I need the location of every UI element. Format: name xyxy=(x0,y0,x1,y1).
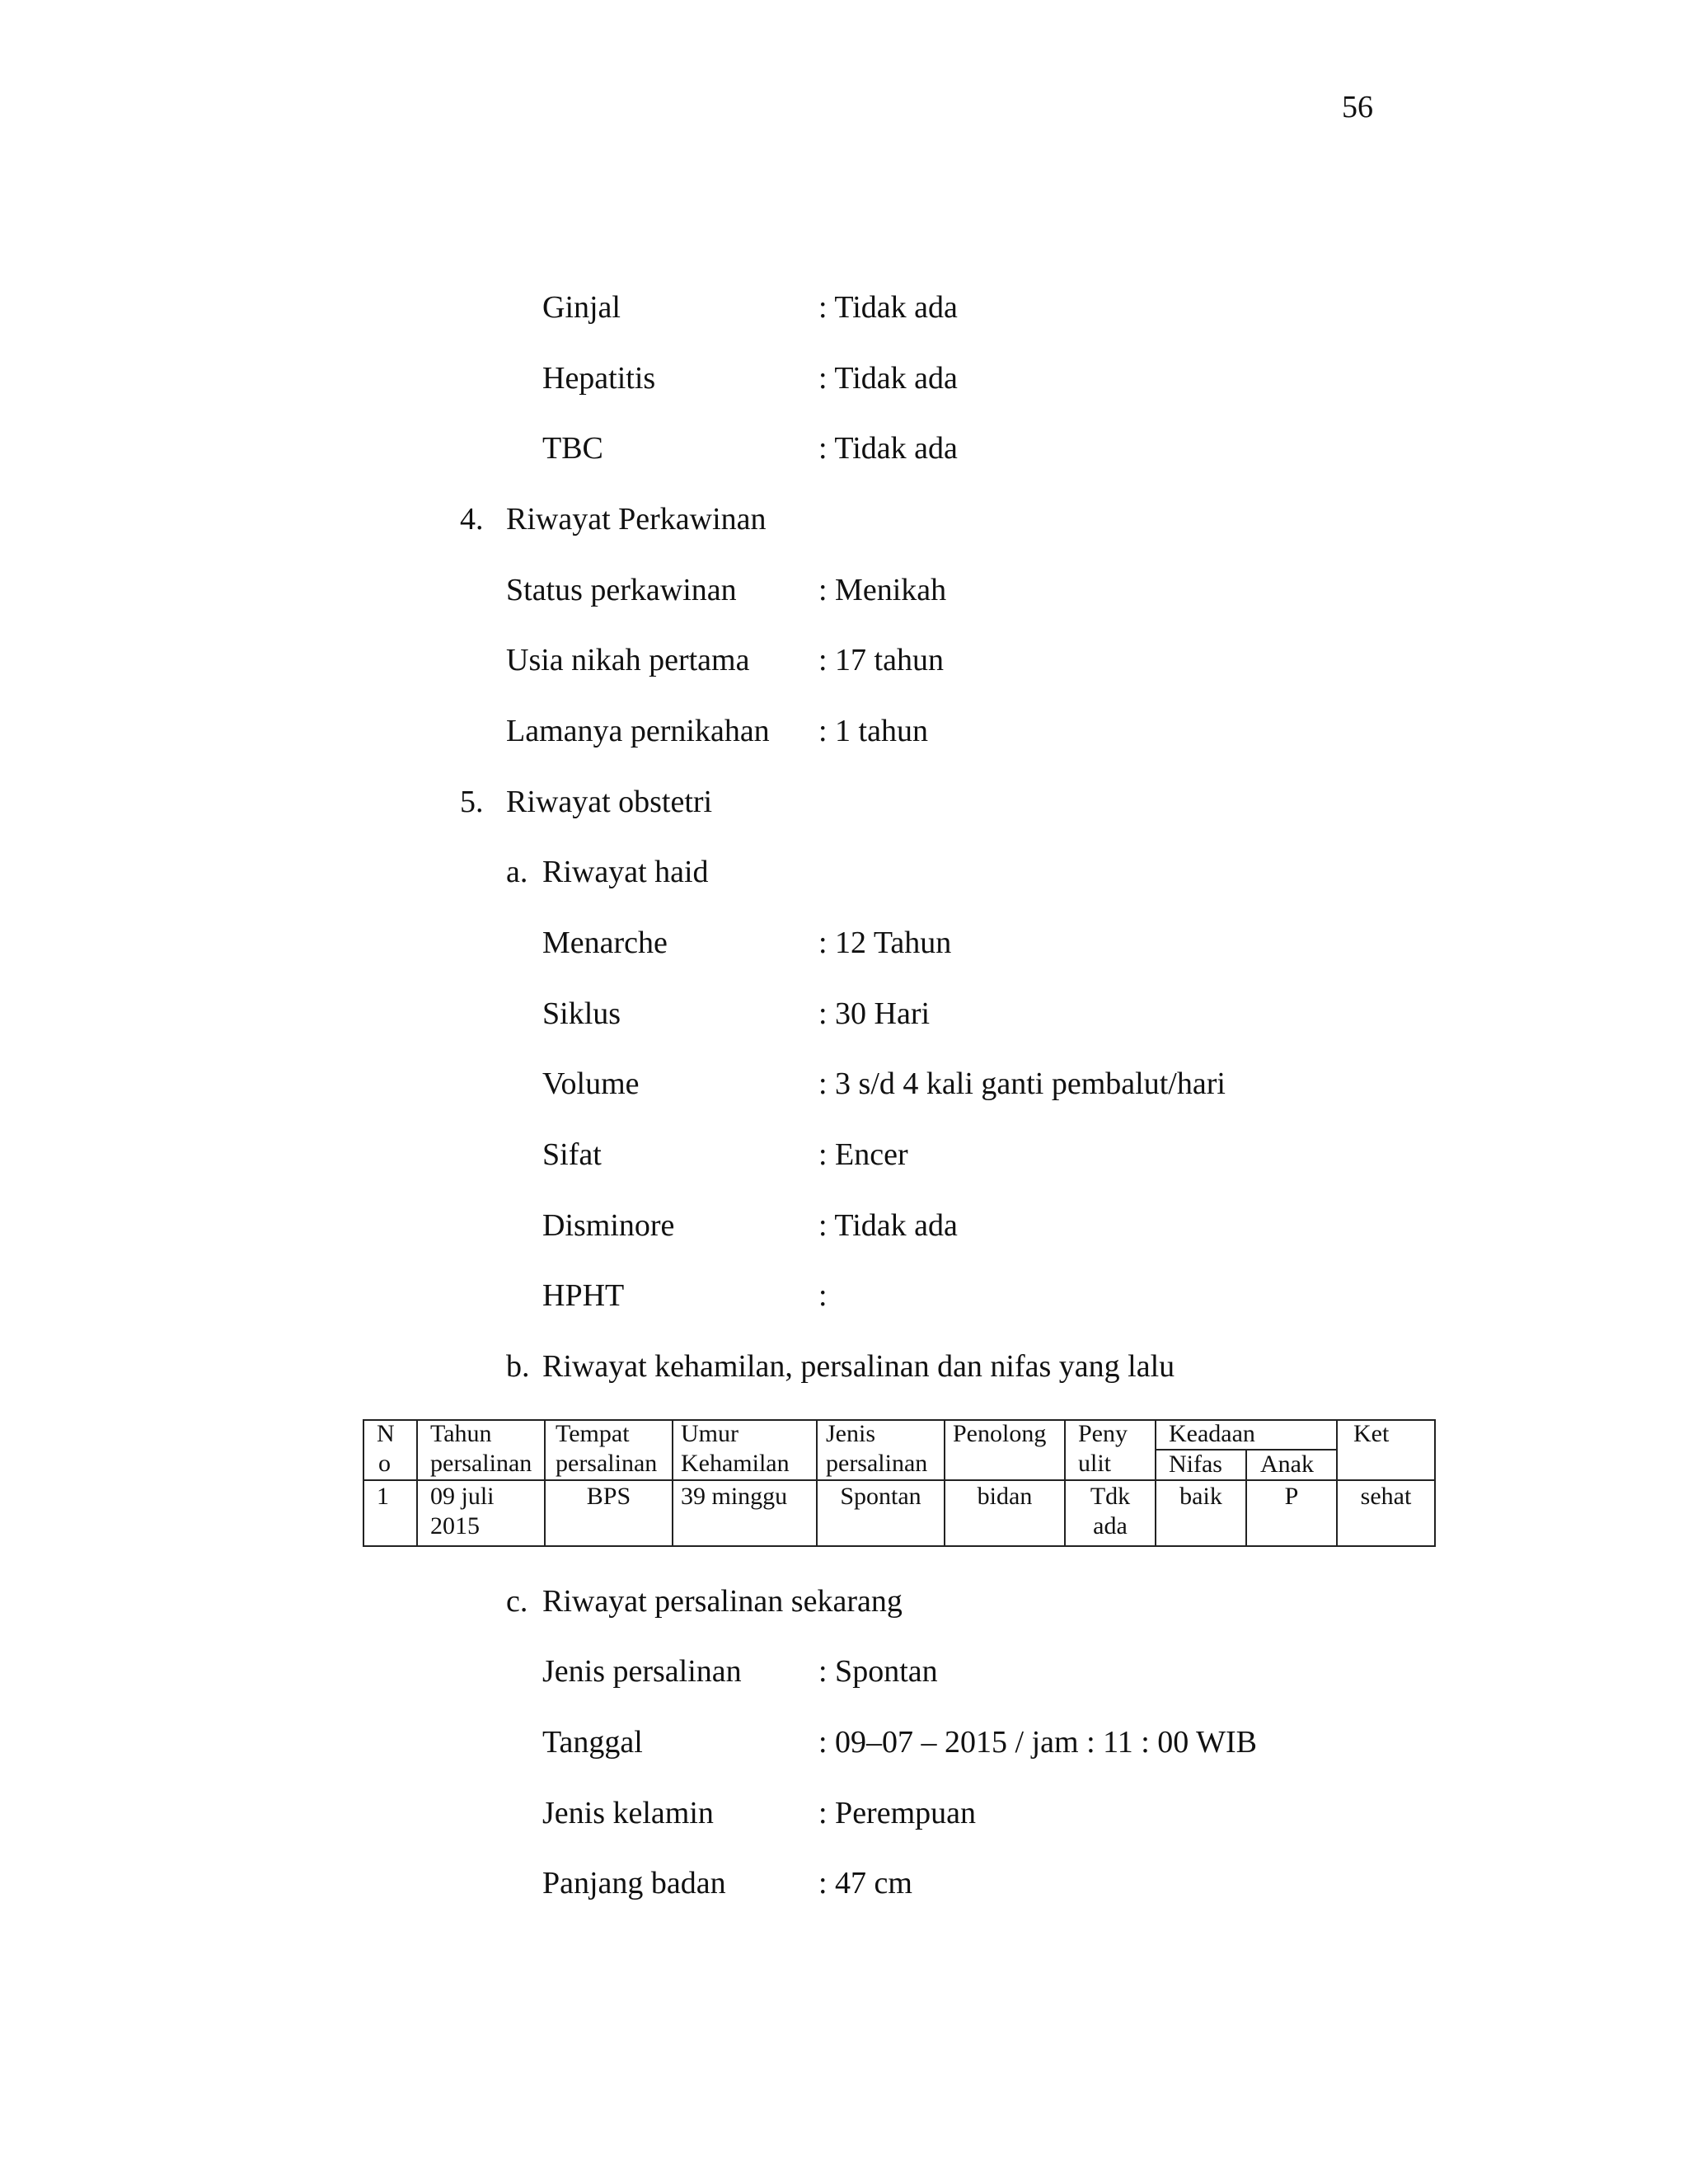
header-tempat-line1: Tempat xyxy=(556,1420,630,1447)
section-title: Riwayat Perkawinan xyxy=(506,502,767,537)
section-number: 5. xyxy=(460,785,484,819)
cell-nifas: baik xyxy=(1179,1483,1222,1510)
cell-no: 1 xyxy=(377,1483,389,1510)
cell-umur: 39 minggu xyxy=(681,1483,788,1510)
row-label: Sifat xyxy=(542,1137,602,1172)
row-value: : Menikah xyxy=(818,573,947,607)
header-umur-line2: Kehamilan xyxy=(681,1450,790,1477)
header-jenis-line2: persalinan xyxy=(826,1450,928,1477)
row-label: Volume xyxy=(542,1066,640,1101)
cell-tempat: BPS xyxy=(586,1483,631,1510)
table-row-divider xyxy=(363,1479,1436,1481)
section-number: 4. xyxy=(460,502,484,537)
header-penyulit-line2: ulit xyxy=(1078,1450,1112,1477)
row-value: : 17 tahun xyxy=(818,643,944,677)
row-label: TBC xyxy=(542,431,603,466)
row-label: HPHT xyxy=(542,1278,625,1313)
row-value: : Spontan xyxy=(818,1654,938,1689)
table-col-divider xyxy=(672,1419,673,1547)
row-value: : 12 Tahun xyxy=(818,926,952,960)
subsection-letter: b. xyxy=(506,1349,530,1384)
header-tahun-line1: Tahun xyxy=(430,1420,492,1447)
cell-jenis: Spontan xyxy=(840,1483,921,1510)
cell-penyulit-line1: Tdk xyxy=(1090,1483,1131,1510)
row-value: : 3 s/d 4 kali ganti pembalut/hari xyxy=(818,1066,1226,1101)
header-ket: Ket xyxy=(1353,1420,1390,1447)
table-border xyxy=(1434,1419,1436,1547)
cell-penolong: bidan xyxy=(977,1483,1033,1510)
section-title: Riwayat obstetri xyxy=(506,785,713,819)
row-value: : 09–07 – 2015 / jam : 11 : 00 WIB xyxy=(818,1725,1257,1760)
row-label: Disminore xyxy=(542,1208,675,1243)
row-label: Panjang badan xyxy=(542,1866,726,1900)
subsection-title: Riwayat haid xyxy=(542,855,709,889)
subsection-letter: c. xyxy=(506,1584,528,1619)
row-value: : Tidak ada xyxy=(818,1208,958,1243)
subsection-title: Riwayat kehamilan, persalinan dan nifas yang lalu xyxy=(542,1349,1175,1384)
header-keadaan: Keadaan xyxy=(1169,1420,1255,1447)
row-label: Menarche xyxy=(542,926,668,960)
header-penolong: Penolong xyxy=(953,1420,1047,1447)
page-number: 56 xyxy=(1342,90,1373,124)
row-label: Jenis persalinan xyxy=(542,1654,742,1689)
row-label: Hepatitis xyxy=(542,361,656,396)
cell-ket: sehat xyxy=(1360,1483,1412,1510)
row-value: : 47 cm xyxy=(818,1866,912,1900)
cell-anak: P xyxy=(1284,1483,1299,1510)
row-label: Tanggal xyxy=(542,1725,643,1760)
table-border xyxy=(363,1419,1436,1421)
row-value: : Perempuan xyxy=(818,1796,977,1830)
table-border xyxy=(363,1419,364,1547)
row-value: : Tidak ada xyxy=(818,431,958,466)
table-border xyxy=(363,1545,1436,1547)
header-nifas: Nifas xyxy=(1169,1451,1222,1478)
header-jenis-line1: Jenis xyxy=(826,1420,875,1447)
table-col-divider xyxy=(416,1419,418,1547)
row-label: Usia nikah pertama xyxy=(506,643,750,677)
cell-penyulit-line2: ada xyxy=(1093,1512,1128,1540)
header-penyulit-line1: Peny xyxy=(1078,1420,1128,1447)
header-no-line1: N xyxy=(377,1420,395,1447)
row-value: : Tidak ada xyxy=(818,361,958,396)
obstetric-history-table xyxy=(363,1419,1436,1547)
header-tempat-line2: persalinan xyxy=(556,1450,658,1477)
row-label: Ginjal xyxy=(542,290,621,325)
row-value: : 1 tahun xyxy=(818,714,928,748)
subsection-letter: a. xyxy=(506,855,528,889)
header-anak: Anak xyxy=(1260,1451,1314,1478)
cell-tahun-line2: 2015 xyxy=(430,1512,480,1540)
cell-tahun-line1: 09 juli xyxy=(430,1483,495,1510)
row-value: : 30 Hari xyxy=(818,996,931,1031)
row-label: Status perkawinan xyxy=(506,573,737,607)
row-value: : Encer xyxy=(818,1137,908,1172)
header-tahun-line2: persalinan xyxy=(430,1450,532,1477)
row-label: Lamanya pernikahan xyxy=(506,714,770,748)
row-label: Siklus xyxy=(542,996,621,1031)
row-label: Jenis kelamin xyxy=(542,1796,714,1830)
row-value: : xyxy=(818,1278,828,1313)
header-no-line2: o xyxy=(378,1450,391,1477)
subsection-title: Riwayat persalinan sekarang xyxy=(542,1584,903,1619)
header-umur-line1: Umur xyxy=(681,1420,738,1447)
row-value: : Tidak ada xyxy=(818,290,958,325)
